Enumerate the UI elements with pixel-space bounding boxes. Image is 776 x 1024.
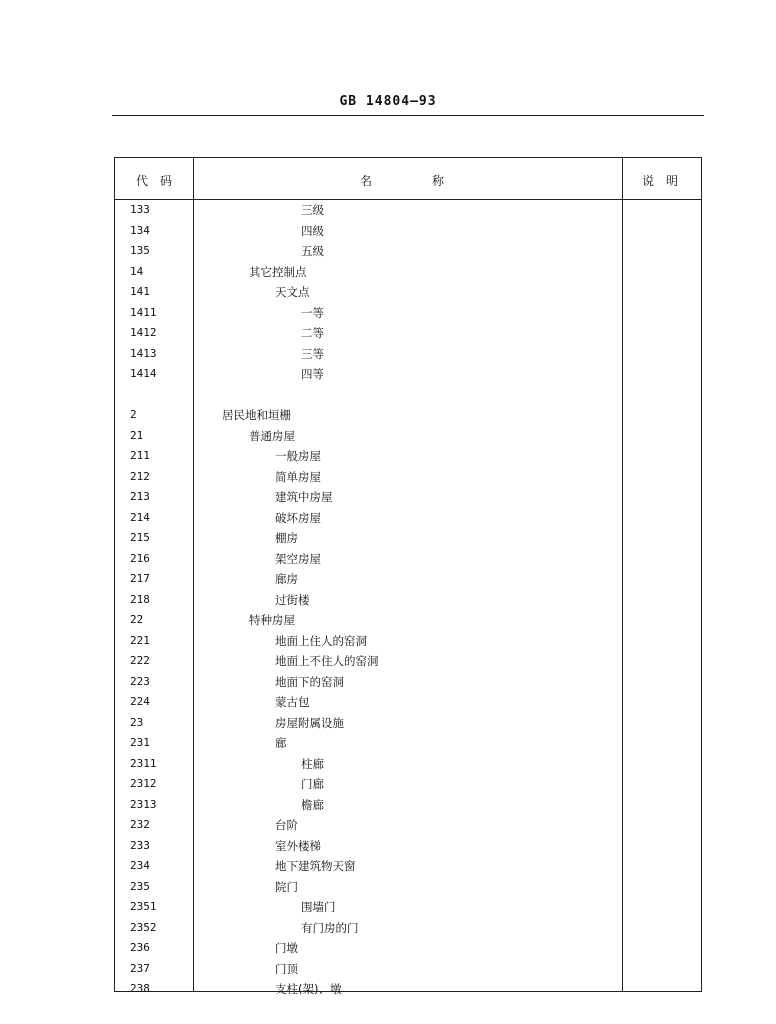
- table-row: [0, 487, 776, 507]
- table-row: [0, 938, 776, 958]
- row-code: 222: [130, 654, 150, 667]
- row-name: 棚房: [275, 531, 298, 545]
- row-code: 235: [130, 879, 150, 893]
- table-row: [0, 528, 776, 548]
- table-row: [0, 733, 776, 753]
- table-row: [0, 262, 776, 282]
- row-code: 223: [130, 674, 150, 688]
- row-name: 室外楼梯: [275, 838, 321, 853]
- row-name: 蒙古包: [275, 695, 310, 709]
- row-name: 廊: [275, 736, 287, 750]
- table-row: [0, 282, 776, 302]
- row-name: 门廊: [301, 777, 324, 791]
- row-code: 2: [130, 408, 137, 421]
- table-row: [0, 877, 776, 897]
- row-code: 233: [130, 838, 150, 852]
- column-header-note: 说 明: [642, 174, 679, 188]
- row-code: 133: [130, 203, 150, 216]
- row-name: 天文点: [275, 285, 310, 299]
- table-row: [0, 836, 776, 856]
- row-name: 台阶: [275, 818, 298, 832]
- row-code: 214: [130, 510, 150, 524]
- row-name: 支柱(架)、墩: [275, 982, 342, 996]
- table-row: [0, 610, 776, 630]
- row-code: 22: [130, 613, 144, 626]
- table-row: [0, 631, 776, 651]
- row-code: 2352: [130, 920, 157, 934]
- table-row: [0, 692, 776, 712]
- row-code: 217: [130, 572, 150, 585]
- row-name: 三等: [301, 346, 324, 361]
- table-row: [0, 569, 776, 589]
- row-code: 1414: [130, 367, 157, 380]
- table-row: [0, 241, 776, 261]
- row-name: 地面下的窑洞: [275, 674, 344, 689]
- table-row: [0, 897, 776, 917]
- row-code: 231: [130, 736, 150, 749]
- row-code: 23: [130, 715, 144, 729]
- row-name: 简单房屋: [275, 469, 321, 484]
- row-name: 院门: [275, 879, 298, 894]
- row-code: 14: [130, 264, 144, 278]
- row-code: 2351: [130, 900, 157, 913]
- row-name: 门墩: [275, 941, 298, 955]
- row-name: 门顶: [275, 961, 298, 976]
- row-code: 238: [130, 982, 150, 995]
- table-row: [0, 672, 776, 692]
- table-row: [0, 303, 776, 323]
- table-row: [0, 200, 776, 220]
- row-code: 135: [130, 244, 150, 257]
- table-row: [0, 754, 776, 774]
- table-row: [0, 590, 776, 610]
- row-name: 破坏房屋: [275, 510, 321, 525]
- row-code: 2311: [130, 756, 157, 770]
- row-code: 1413: [130, 346, 157, 360]
- row-name: 其它控制点: [249, 264, 307, 279]
- row-code: 221: [130, 633, 150, 647]
- row-code: 216: [130, 551, 150, 565]
- row-code: 215: [130, 531, 150, 544]
- row-name: 二等: [301, 326, 324, 340]
- row-name: 围墙门: [301, 900, 336, 914]
- table-row: [0, 385, 776, 405]
- table-row: [0, 323, 776, 343]
- table-row: [0, 426, 776, 446]
- table-row: [0, 467, 776, 487]
- column-header-code: 代 码: [136, 174, 173, 188]
- row-code: 21: [130, 428, 144, 442]
- table-row: [0, 979, 776, 999]
- row-code: 2312: [130, 777, 157, 790]
- header-rule: [112, 115, 704, 116]
- row-code: 232: [130, 818, 150, 831]
- table-row: [0, 815, 776, 835]
- row-code: 213: [130, 490, 150, 503]
- table-row: [0, 549, 776, 569]
- table-row: [0, 508, 776, 528]
- row-code: 141: [130, 285, 150, 298]
- table-row: [0, 959, 776, 979]
- row-name: 檐廊: [301, 797, 324, 812]
- table-row: [0, 446, 776, 466]
- table-row: [0, 774, 776, 794]
- row-code: 2313: [130, 797, 157, 811]
- row-name: 柱廊: [301, 756, 324, 771]
- table-row: [0, 221, 776, 241]
- table-row: [0, 918, 776, 938]
- row-code: 224: [130, 695, 150, 708]
- row-name: 廊房: [275, 572, 298, 586]
- column-header-name: 名 称: [360, 174, 445, 188]
- table-row: [0, 795, 776, 815]
- row-name: 特种房屋: [249, 613, 295, 627]
- row-code: 1412: [130, 326, 157, 339]
- row-name: 居民地和垣栅: [222, 408, 291, 422]
- row-code: 234: [130, 859, 150, 872]
- row-name: 有门房的门: [301, 920, 359, 935]
- row-name: 过街楼: [275, 592, 310, 607]
- row-name: 房屋附属设施: [275, 715, 344, 730]
- row-name: 四等: [301, 367, 324, 381]
- row-name: 架空房屋: [275, 551, 321, 566]
- row-code: 212: [130, 469, 150, 483]
- row-code: 211: [130, 449, 150, 462]
- table-row: [0, 856, 776, 876]
- table-row: [0, 344, 776, 364]
- row-name: 普通房屋: [249, 428, 295, 443]
- table-row: [0, 364, 776, 384]
- table-row: [0, 651, 776, 671]
- row-name: 地面上不住人的窑洞: [275, 654, 379, 668]
- row-name: 一般房屋: [275, 449, 321, 463]
- row-name: 地面上住人的窑洞: [275, 633, 367, 648]
- row-name: 建筑中房屋: [275, 490, 333, 504]
- row-code: 237: [130, 961, 150, 975]
- row-name: 一等: [301, 305, 324, 320]
- row-name: 四级: [301, 223, 324, 238]
- table-row: [0, 713, 776, 733]
- row-name: 地下建筑物天窗: [275, 859, 356, 873]
- row-name: 五级: [301, 244, 324, 258]
- row-name: 三级: [301, 203, 324, 217]
- table-row: [0, 405, 776, 425]
- row-code: 236: [130, 941, 150, 954]
- row-code: 1411: [130, 305, 157, 319]
- row-code: 218: [130, 592, 150, 606]
- standard-number-header: GB 14804—93: [339, 94, 437, 109]
- row-code: 134: [130, 223, 150, 237]
